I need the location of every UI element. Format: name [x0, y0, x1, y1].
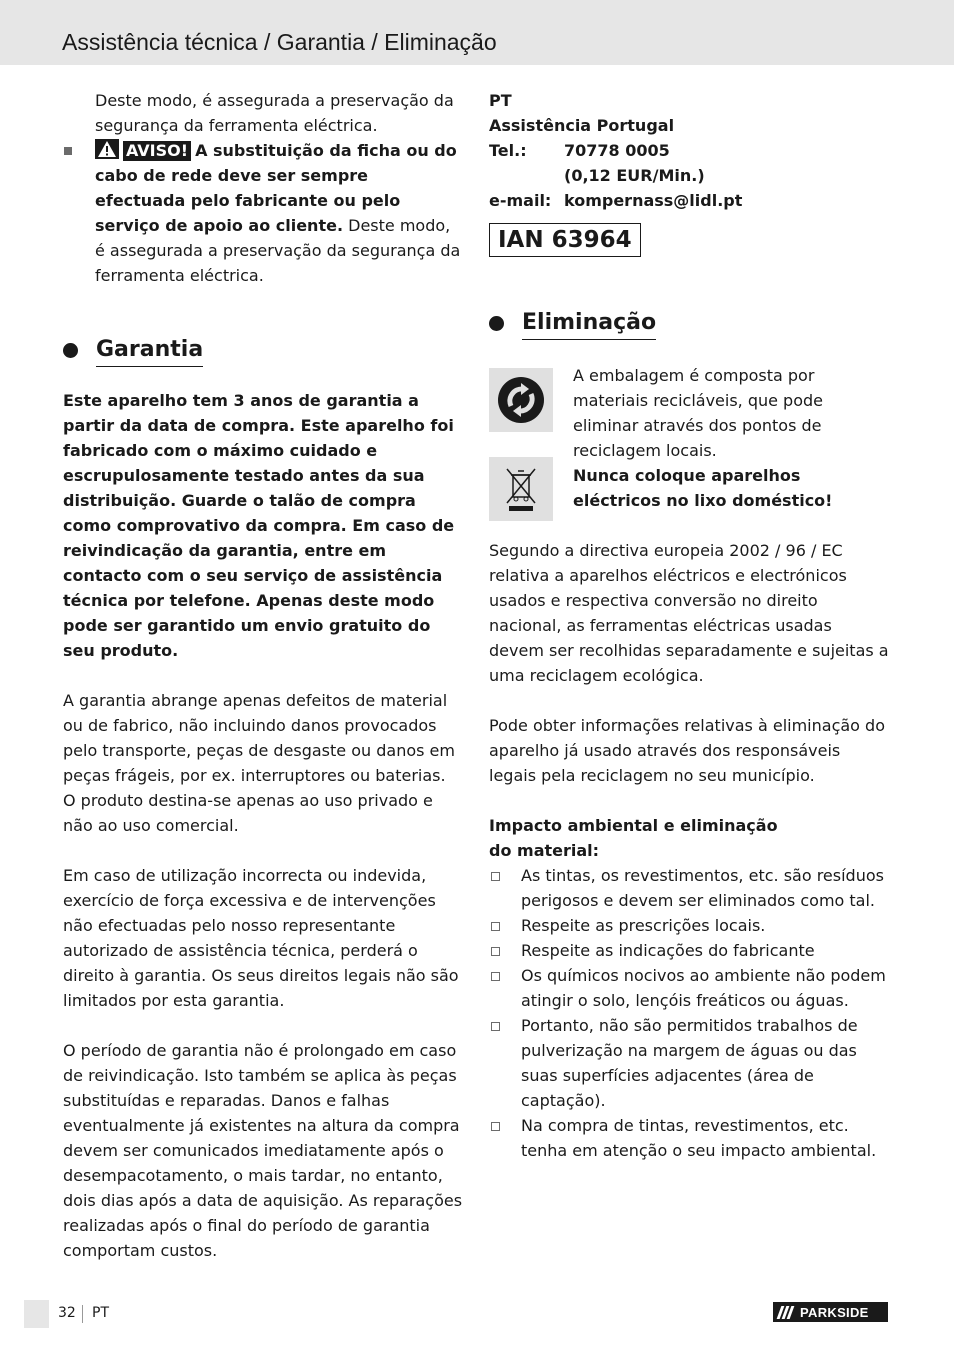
brand-logo: [773, 1302, 888, 1322]
hollow-square-bullet-icon: [491, 872, 500, 881]
footer-divider: [82, 1305, 83, 1323]
bullet-dot-icon: [63, 343, 78, 358]
ian-box: IAN 63964: [489, 223, 641, 257]
weee-bin-icon: [489, 457, 553, 521]
eliminacao-paragraph-2: Pode obter informações relativas à eliminação do aparelho já usado através dos responsáveis legais pela reciclagem no seu município.: [489, 716, 885, 785]
brand-name: PARKSIDE: [800, 1304, 869, 1320]
eliminacao-paragraph-1: Segundo a directiva europeia 2002 / 96 / EC relativa a aparelhos eléctricos e electrónicos usados e respectiva conversão no direito nacional, as ferramentas eléctricas usadas devem ser recolhidas separadamente e sujeitas a uma reciclagem ecológica.: [489, 541, 889, 685]
weee-text: Nunca coloque aparelhos eléctricos no lixo doméstico!: [573, 466, 833, 510]
email-label: e-mail:: [489, 191, 552, 210]
service-country: PT: [489, 91, 512, 110]
garantia-paragraph-2: Em caso de utilização incorrecta ou indevida, exercício de força excessiva e de intervenções não efectuadas pelo nosso representante autorizado de assistência técnica, perderá o direito à garantia. Os seus direitos legais não são limitados por esta garantia.: [63, 866, 459, 1010]
right-column: [489, 88, 889, 340]
hollow-square-bullet-icon: [491, 1022, 500, 1031]
list-item: Portanto, não são permitidos trabalhos de pulverização na margem de águas ou das suas superfícies adjacentes (área de captação).: [489, 1013, 889, 1113]
recycle-text: A embalagem é composta por materiais recicláveis, que pode eliminar através dos pontos de reciclagem locais.: [573, 366, 823, 460]
warning-rest-text: Deste modo, é assegurada a preservação da segurança da ferramenta eléctrica.: [95, 216, 461, 285]
tel-row: [489, 138, 889, 163]
hollow-square-bullet-icon: [491, 972, 500, 981]
email-value: kompernass@lidl.pt: [564, 191, 743, 210]
garantia-paragraph-3: O período de garantia não é prolongado em caso de reivindicação. Isto também se aplica às peças substituídas e reparadas. Danos e falhas eventualmente já existentes na altura da compra devem ser comunicados imediatamente após o desempacotamento, o mais tardar, no entanto, dois dias após a data de aquisição. As reparações realizadas após o final do período de garantia comportam custos.: [63, 1041, 463, 1260]
page-header: [0, 0, 954, 65]
brand-stripes-icon: [779, 1306, 794, 1319]
tel-label: Tel.:: [489, 141, 527, 160]
garantia-intro: Este aparelho tem 3 anos de garantia a partir da data de compra. Este aparelho foi fabricado com o máximo cuidado e escrupulosamente testado antes da sua distribuição. Guarde o talão de compra como comprovativo da compra. Em caso de reivindicação da garantia, entre em contacto com o seu serviço de assistência técnica por telefone. Apenas deste modo pode ser garantido um envio gratuito do seu produto.: [63, 391, 455, 660]
tel-value: 70778 0005: [564, 141, 670, 160]
intro-continuation: Deste modo, é assegurada a preservação da segurança da ferramenta eléctrica.: [95, 91, 454, 135]
page-title: Assistência técnica / Garantia / Eliminação: [62, 29, 497, 55]
warning-badge: AVISO!: [123, 141, 191, 161]
list-item: Respeite as prescrições locais.: [489, 913, 889, 938]
eliminacao-heading: Eliminação: [489, 309, 889, 340]
list-item: Os químicos nocivos ao ambiente não podem atingir o solo, lençóis freáticos ou águas.: [489, 963, 889, 1013]
tel-rate-row: [489, 163, 889, 188]
recycle-icon: [489, 368, 553, 432]
eliminacao-body: [489, 538, 889, 1163]
impact-heading: Impacto ambiental e eliminação do material:: [489, 816, 778, 860]
hollow-square-bullet-icon: [491, 947, 500, 956]
hollow-square-bullet-icon: [491, 922, 500, 931]
garantia-paragraph-1: A garantia abrange apenas defeitos de material ou de fabrico, não incluindo danos provocados pelo transporte, peças de desgaste ou danos em peças frágeis, por ex. interruptores ou baterias. O produto destina-se apenas ao uso privado e não ao uso comercial.: [63, 691, 455, 835]
garantia-heading: Garantia: [63, 336, 463, 367]
hollow-square-bullet-icon: [491, 1122, 500, 1131]
warning-triangle-icon: [95, 139, 119, 159]
list-item: Na compra de tintas, revestimentos, etc. tenha em atenção o seu impacto ambiental.: [489, 1113, 889, 1163]
footer-marker: [24, 1300, 49, 1328]
service-name: Assistência Portugal: [489, 116, 675, 135]
bullet-dot-icon: [489, 316, 504, 331]
warning-item: [63, 138, 463, 288]
left-column: [63, 88, 463, 1263]
square-bullet-icon: [64, 147, 72, 155]
list-item: Respeite as indicações do fabricante: [489, 938, 889, 963]
page-number: 32: [58, 1305, 76, 1321]
page-language: PT: [92, 1305, 109, 1321]
email-row: [489, 188, 889, 213]
list-item: As tintas, os revestimentos, etc. são resíduos perigosos e devem ser eliminados como tal.: [489, 863, 889, 913]
warning-bold-text: A substituição da ficha ou do cabo de rede deve ser sempre efectuada pelo fabricante ou pelo serviço de apoio ao cliente.: [95, 141, 457, 235]
tel-rate: (0,12 EUR/Min.): [564, 166, 705, 185]
